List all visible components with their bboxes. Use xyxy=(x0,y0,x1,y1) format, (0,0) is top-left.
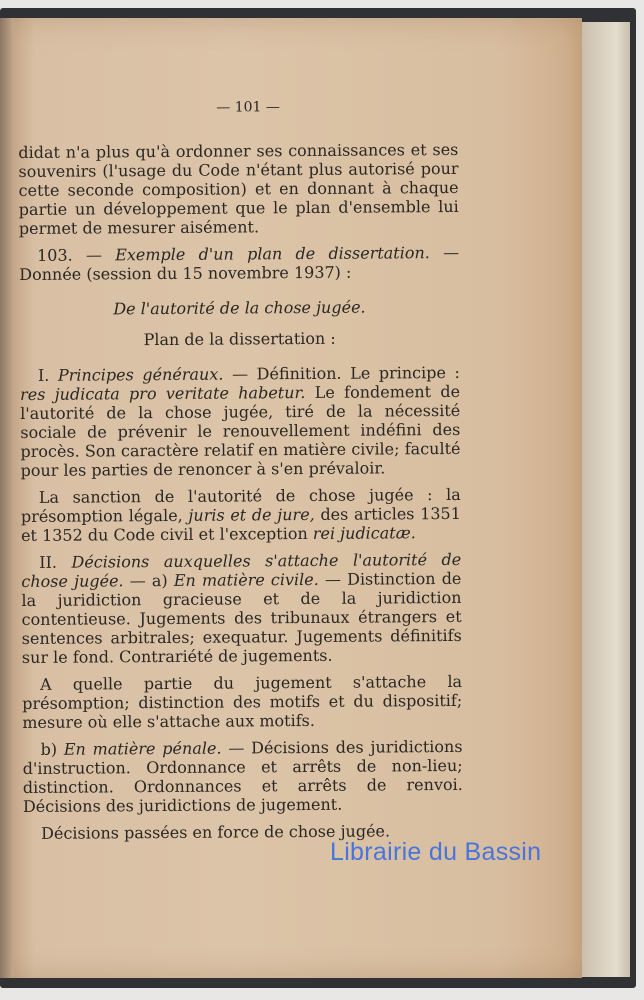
section-2-penal: b) En matière pénale. — Décisions des juridictions d'instruction. Ordonnance et arrêts de non-lieu; distinction. Ordonnances et arrêts de renvoi. Décisions des juridictions de jugement. xyxy=(22,736,463,816)
section-1-sanction: La sanction de l'autorité de chose jugée : la présomption légale, juris et de jure, des articles 1351 et 1352 du Code civil et l'exception rei judicatæ. xyxy=(20,484,461,545)
page-gutter xyxy=(0,18,14,978)
paragraph-intro: didat n'a plus qu'à ordonner ses connaissances et ses souvenirs (l'usage du Code n'étant plus autorisé pour cette seconde composition) et en donnant à chaque partie un développement que le plan d'ensemble lui permet de mesurer aisément. xyxy=(18,139,459,238)
paragraph-103: 103. — Exemple d'un plan de dissertation. — Donnée (session du 15 novembre 1937) : xyxy=(19,242,460,284)
section-2: II. Décisions auxquelles s'attache l'autorité de chose jugée. — a) En matière civile. — Distinction de la juridiction gracieuse et de la juridiction contentieuse. Jugements des tribunaux étrangers et sentences arbitrales; exequatur. Jugements définitifs sur le fond. Contrariété de jugements. xyxy=(21,549,462,667)
page-number: — 101 — xyxy=(216,99,280,116)
page-content xyxy=(18,97,463,851)
section-2-presumption: A quelle partie du jugement s'attache la présomption; distinction des motifs et du dispositif; mesure où elle s'attache aux motifs. xyxy=(22,671,463,732)
section-2-final: Décisions passées en force de chose jugée. xyxy=(41,821,391,843)
watermark-text: Librairie du Bassin xyxy=(330,838,542,866)
plan-heading: Plan de la dissertation : xyxy=(143,328,336,350)
dissertation-title: De l'autorité de la chose jugée. xyxy=(113,297,366,319)
section-1: I. Principes généraux. — Définition. Le principe : res judicata pro veritate habetur. Le fondement de l'autorité de la chose jugée, tiré de la nécessité sociale de prévenir le renouvellement indéfini des procès. Son caractère relatif en matière civile; faculté pour les parties de renoncer à s'en prévaloir. xyxy=(19,362,461,480)
